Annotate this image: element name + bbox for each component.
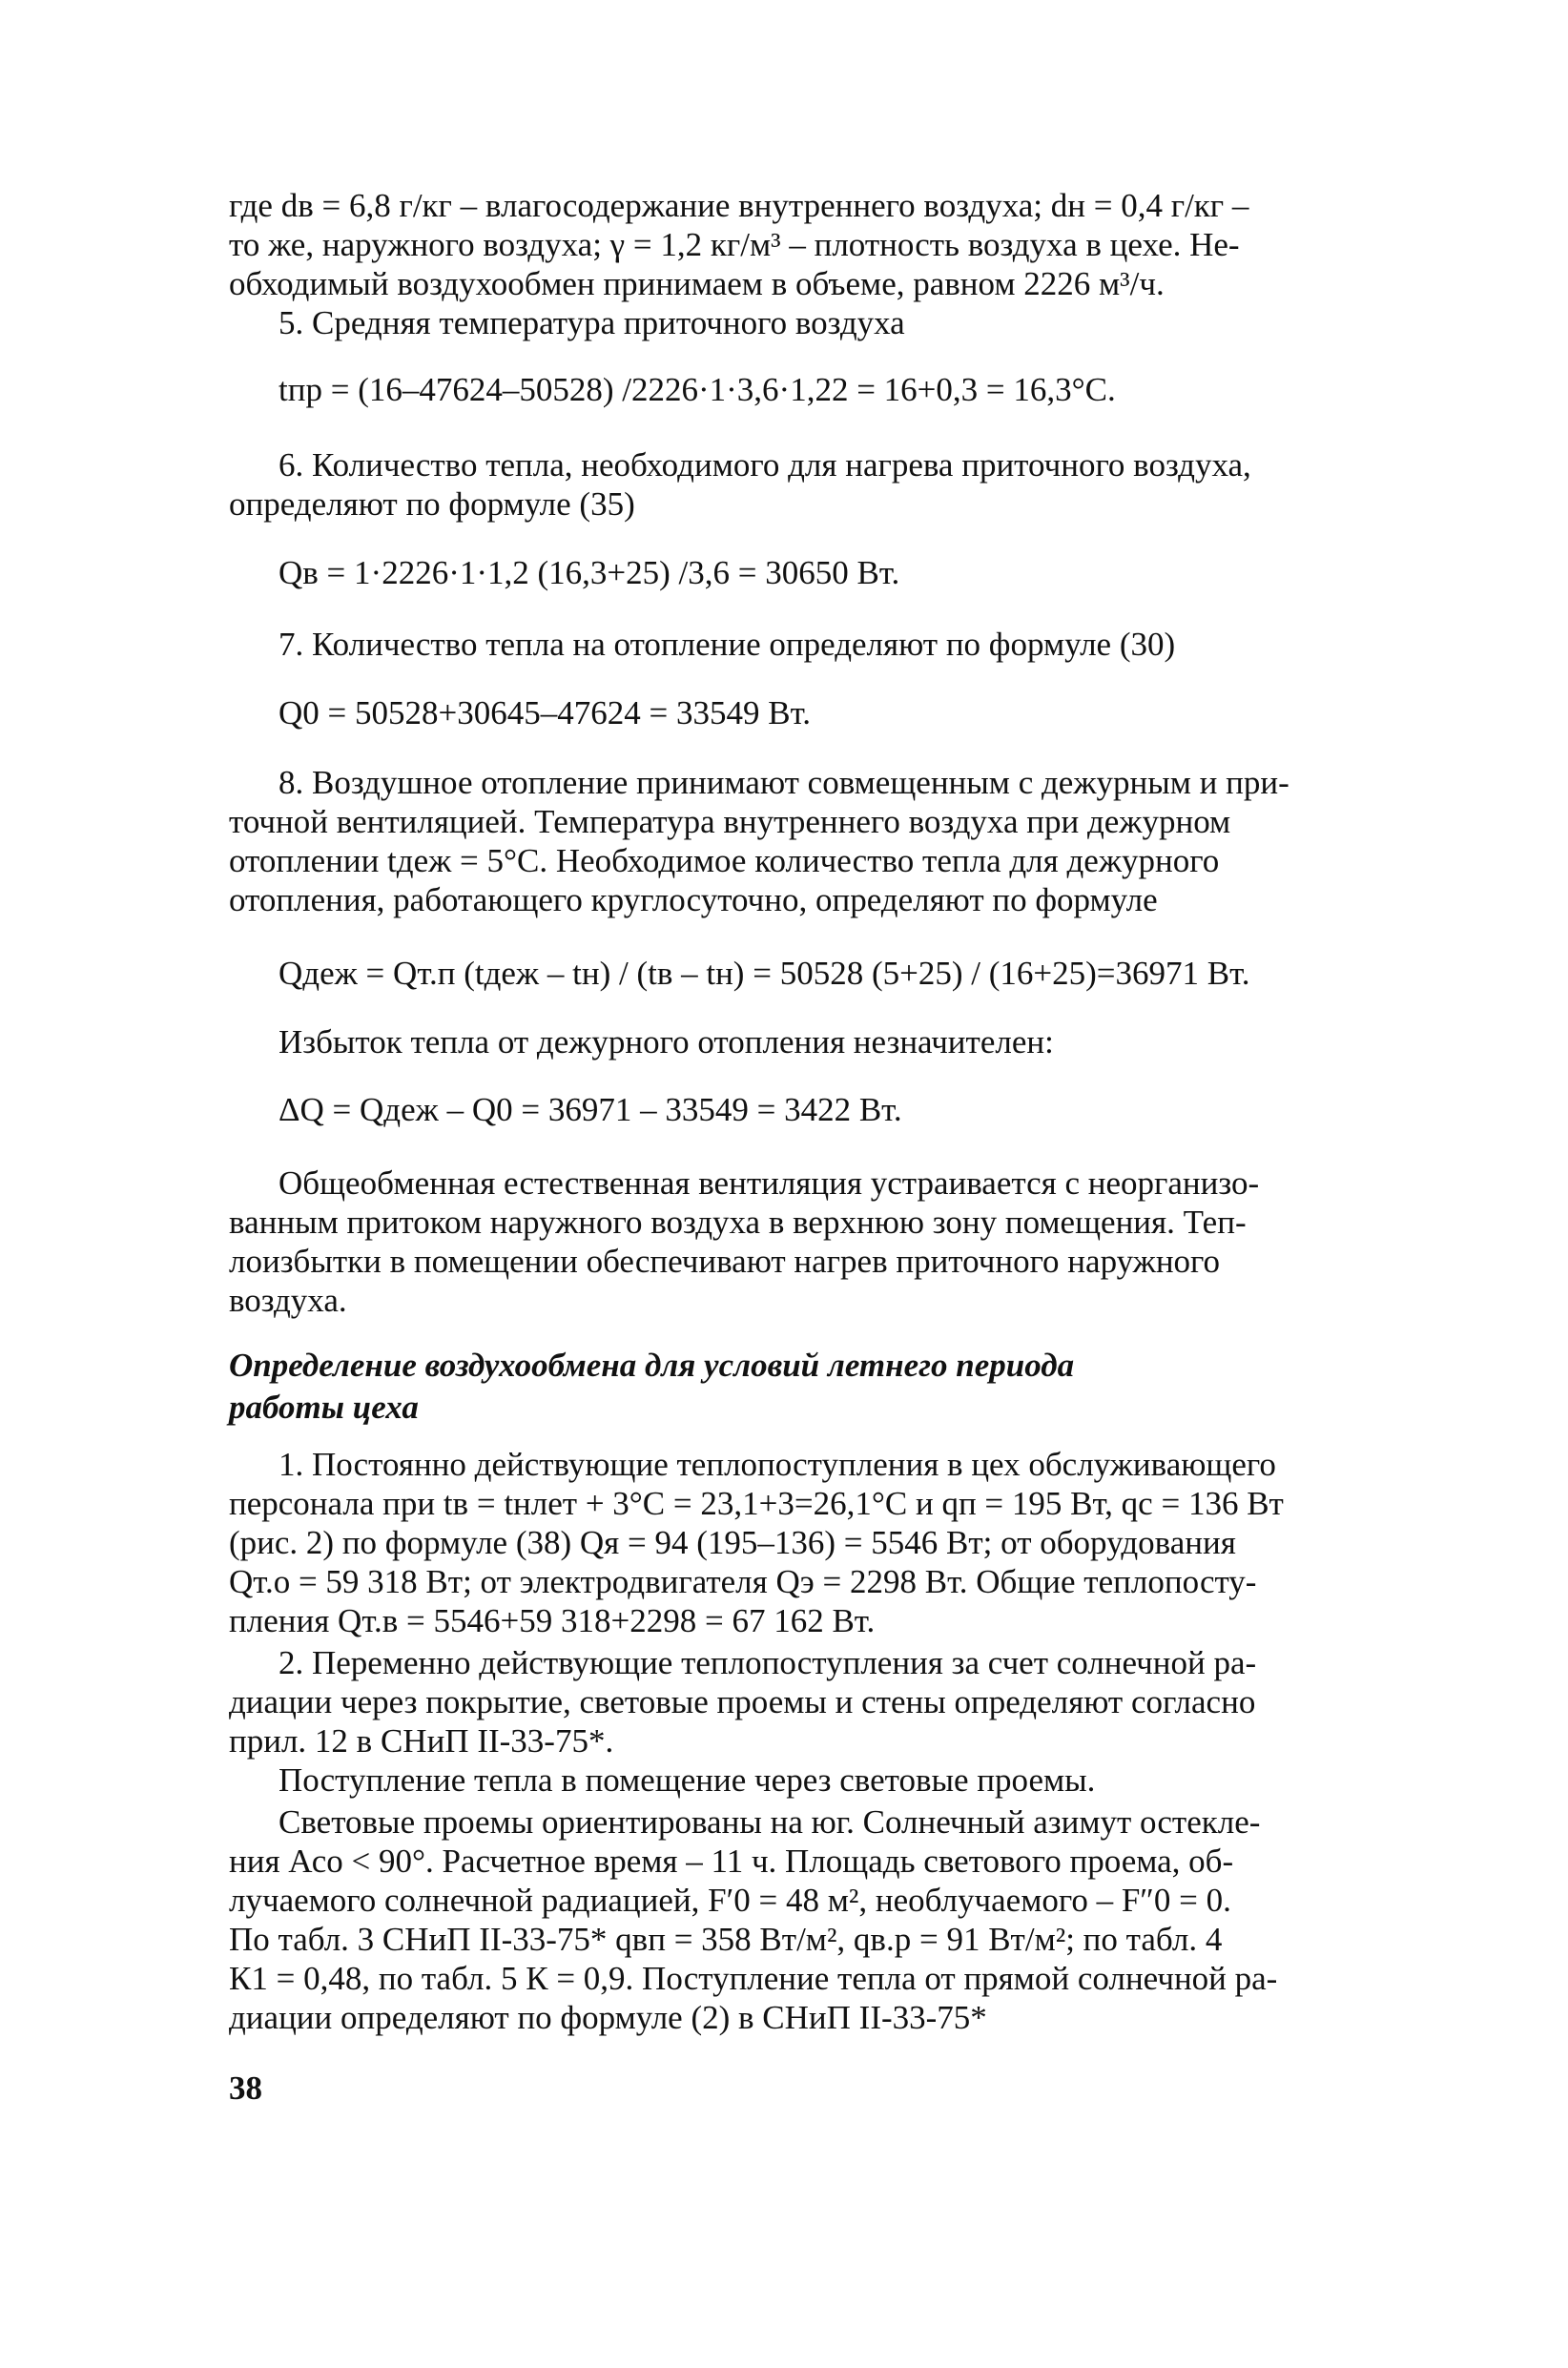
general-ventilation-paragraph: [229, 1163, 1335, 1320]
summer-step-1-line: 1. Постоянно действующие теплопоступления в цех обслуживающего: [279, 1446, 1276, 1483]
section-heading-line: работы цеха: [229, 1389, 419, 1426]
intro-line: то же, наружного воздуха; γ = 1,2 кг/м³ – плотность воздуха в цехе. Не-: [229, 226, 1240, 263]
general-line: Общеобменная естественная вентиляция устраивается с неорганизо-: [279, 1164, 1260, 1202]
section-heading: [229, 1345, 1074, 1429]
step-7-line: 7. Количество тепла на отопление определяют по формуле (30): [279, 626, 1176, 663]
summer-step-1-line: пления Qт.в = 5546+59 318+2298 = 67 162 Вт.: [229, 1602, 876, 1639]
step-6-line: определяют по формуле (35): [229, 485, 635, 523]
windows-line: К1 = 0,48, по табл. 5 К = 0,9. Поступление тепла от прямой солнечной ра-: [229, 1960, 1278, 1997]
formula-q-v: Qв = 1·2226·1·1,2 (16,3+25) /3,6 = 30650 Вт.: [279, 554, 900, 591]
excess-paragraph: [229, 1022, 1335, 1061]
intro-line: где dв = 6,8 г/кг – влагосодержание внутреннего воздуха; dн = 0,4 г/кг –: [229, 187, 1249, 224]
summer-step-1-line: персонала при tв = tнлет + 3°С = 23,1+3=26,1°С и qп = 195 Вт, qс = 136 Вт: [229, 1485, 1284, 1522]
summer-step-1-line: (рис. 2) по формуле (38) Qя = 94 (195–136) = 5546 Вт; от оборудования: [229, 1524, 1236, 1561]
summer-step-2-line: диации через покрытие, световые проемы и стены определяют согласно: [229, 1683, 1256, 1720]
summer-step-2-line: прил. 12 в СНиП II-33-75*.: [229, 1722, 614, 1760]
step-6-line: 6. Количество тепла, необходимого для нагрева приточного воздуха,: [279, 446, 1251, 484]
formula-q-0: Q0 = 50528+30645–47624 = 33549 Вт.: [279, 694, 812, 731]
windows-line: лучаемого солнечной радиацией, F′0 = 48 м², необлучаемого – F″0 = 0.: [229, 1882, 1231, 1919]
step-8-line: отоплении tдеж = 5°С. Необходимое количество тепла для дежурного: [229, 842, 1220, 879]
summer-step-2-line: 2. Переменно действующие теплопоступления за счет солнечной ра-: [279, 1644, 1257, 1681]
general-line: воздуха.: [229, 1282, 347, 1319]
step-8-line: 8. Воздушное отопление принимают совмещенным с дежурным и при-: [279, 764, 1289, 801]
summer-step-1-line: Qт.о = 59 318 Вт; от электродвигателя Qэ = 2298 Вт. Общие теплопосту-: [229, 1563, 1257, 1600]
step-8-paragraph: [229, 763, 1335, 919]
windows-line: ния Асо < 90°. Расчетное время – 11 ч. Площадь светового проема, об-: [229, 1843, 1234, 1880]
summer-step-2-paragraph: [229, 1643, 1335, 1800]
intro-paragraph: [229, 186, 1335, 342]
formula-q-dezh: Qдеж = Qт.п (tдеж – tн) / (tв – tн) = 50528 (5+25) / (16+25)=36971 Вт.: [279, 955, 1250, 992]
summer-step-1-paragraph: [229, 1445, 1335, 1640]
windows-line: По табл. 3 СНиП II-33-75* qвп = 358 Вт/м², qв.р = 91 Вт/м²; по табл. 4: [229, 1921, 1223, 1958]
windows-intro-line: Поступление тепла в помещение через световые проемы.: [279, 1761, 1096, 1799]
general-line: ванным притоком наружного воздуха в верхнюю зону помещения. Теп-: [229, 1204, 1247, 1241]
step-8-line: отопления, работающего круглосуточно, определяют по формуле: [229, 881, 1158, 918]
formula-t-pr: tпр = (16–47624–50528) /2226·1·3,6·1,22 = 16+0,3 = 16,3°С.: [279, 371, 1116, 408]
section-heading-line: Определение воздухообмена для условий летнего периода: [229, 1347, 1075, 1384]
step-8-line: точной вентиляцией. Температура внутреннего воздуха при дежурном: [229, 803, 1231, 840]
excess-line: Избыток тепла от дежурного отопления незначителен:: [279, 1023, 1054, 1060]
windows-line: Световые проемы ориентированы на юг. Солнечный азимут остекле-: [279, 1803, 1261, 1841]
general-line: лоизбытки в помещении обеспечивают нагрев приточного наружного: [229, 1243, 1221, 1280]
step-6-paragraph: [229, 445, 1335, 524]
windows-paragraph: [229, 1802, 1335, 2037]
intro-line: обходимый воздухообмен принимаем в объеме, равном 2226 м³/ч.: [229, 265, 1165, 302]
step-7-paragraph: [229, 625, 1335, 664]
windows-line: диации определяют по формуле (2) в СНиП II-33-75*: [229, 1999, 987, 2036]
page-number: 38: [229, 2069, 262, 2107]
step-5-title: 5. Средняя температура приточного воздуха: [279, 304, 905, 341]
formula-delta-q: ΔQ = Qдеж – Q0 = 36971 – 33549 = 3422 Вт.: [279, 1091, 902, 1128]
